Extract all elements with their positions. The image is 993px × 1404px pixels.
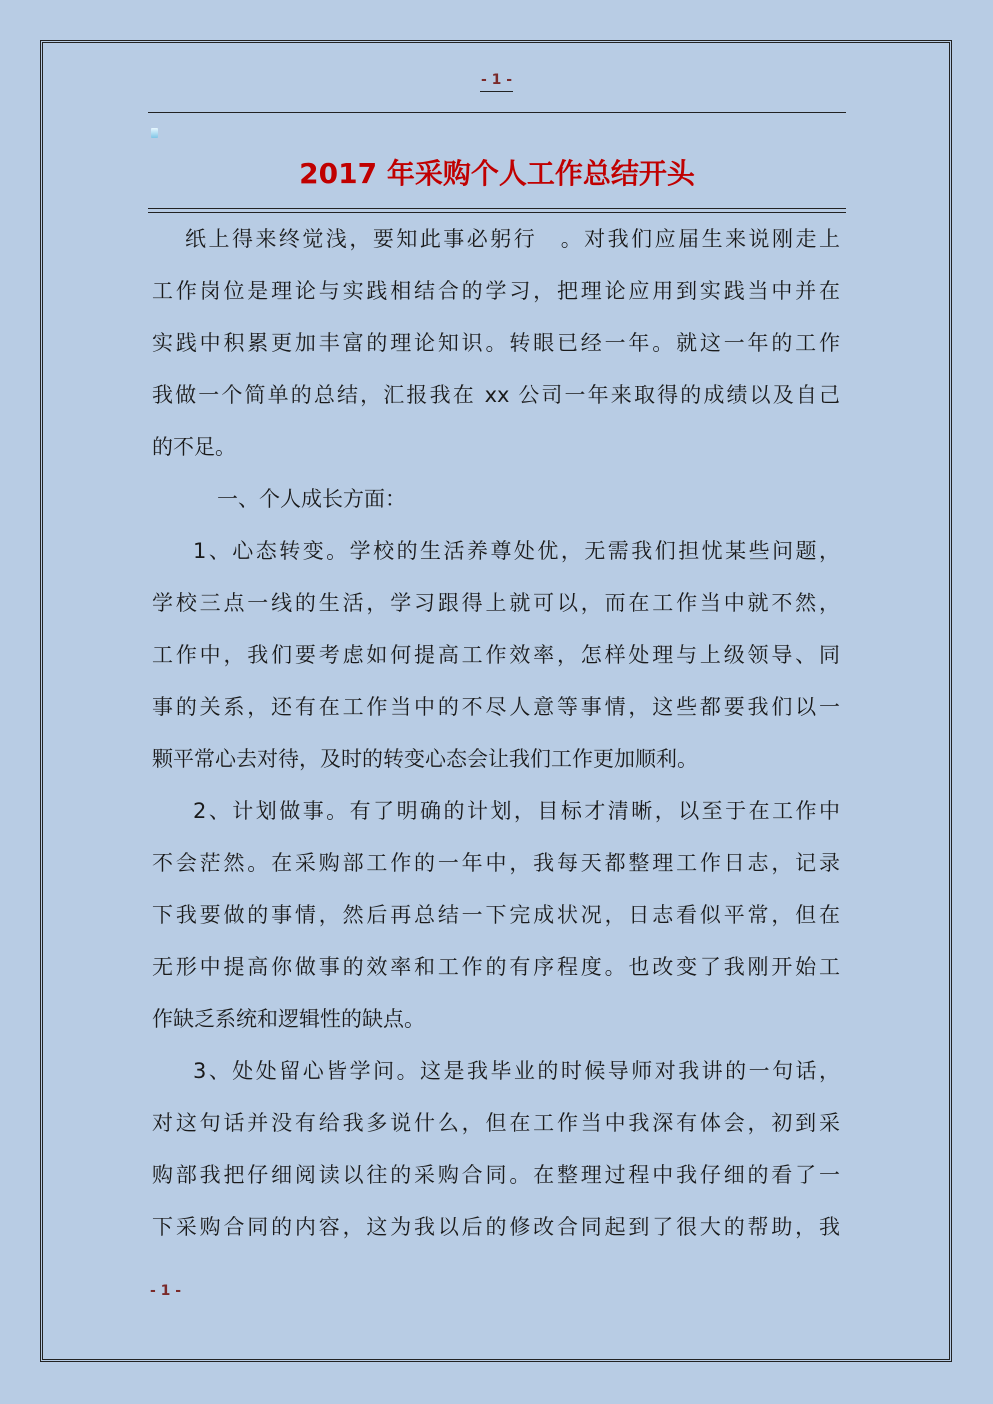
text-line: 不会茫然。在采购部工作的一年中，我每天都整理工作日志，记录 [152, 851, 840, 875]
text-line: 1、心态转变。学校的生活养尊处优，无需我们担忧某些问题， [193, 539, 840, 563]
header-divider [148, 112, 846, 113]
header-page-number: - 1 - [480, 72, 513, 92]
image-placeholder-icon [151, 128, 158, 138]
text-line: 我做一个简单的总结，汇报我在 xx 公司一年来取得的成绩以及自己 [152, 383, 840, 407]
text-line: 学校三点一线的生活，学习跟得上就可以，而在工作当中就不然， [152, 591, 840, 615]
text-line: 3、处处留心皆学问。这是我毕业的时候导师对我讲的一句话， [193, 1059, 840, 1083]
text-line: 对这句话并没有给我多说什么，但在工作当中我深有体会，初到采 [152, 1111, 840, 1135]
text-line: 购部我把仔细阅读以往的采购合同。在整理过程中我仔细的看了一 [152, 1163, 840, 1187]
text-line: 工作岗位是理论与实践相结合的学习，把理论应用到实践当中并在 [152, 279, 840, 303]
text-line: 下我要做的事情，然后再总结一下完成状况，日志看似平常，但在 [152, 903, 840, 927]
footer-page-number: - 1 - [150, 1283, 182, 1299]
title-divider [148, 208, 846, 213]
text-line: 2、计划做事。有了明确的计划，目标才清晰，以至于在工作中 [193, 799, 840, 823]
text-line: 纸上得来终觉浅，要知此事必躬行 。对我们应届生来说刚走上 [185, 227, 840, 251]
text-line: 事的关系，还有在工作当中的不尽人意等事情，这些都要我们以一 [152, 695, 840, 719]
text-line: 工作中，我们要考虑如何提高工作效率，怎样处理与上级领导、同 [152, 643, 840, 667]
document-title: 2017 年采购个人工作总结开头 [299, 157, 695, 190]
text-line: 作缺乏系统和逻辑性的缺点。 [152, 1007, 425, 1031]
text-line: 下采购合同的内容，这为我以后的修改合同起到了很大的帮助，我 [152, 1215, 840, 1239]
text-line: 的不足。 [152, 435, 236, 459]
text-line: 实践中积累更加丰富的理论知识。转眼已经一年。就这一年的工作 [152, 331, 840, 355]
text-line: 无形中提高你做事的效率和工作的有序程度。也改变了我刚开始工 [152, 955, 840, 979]
text-line: 一、个人成长方面： [217, 487, 406, 511]
text-line: 颗平常心去对待，及时的转变心态会让我们工作更加顺利。 [152, 747, 698, 771]
